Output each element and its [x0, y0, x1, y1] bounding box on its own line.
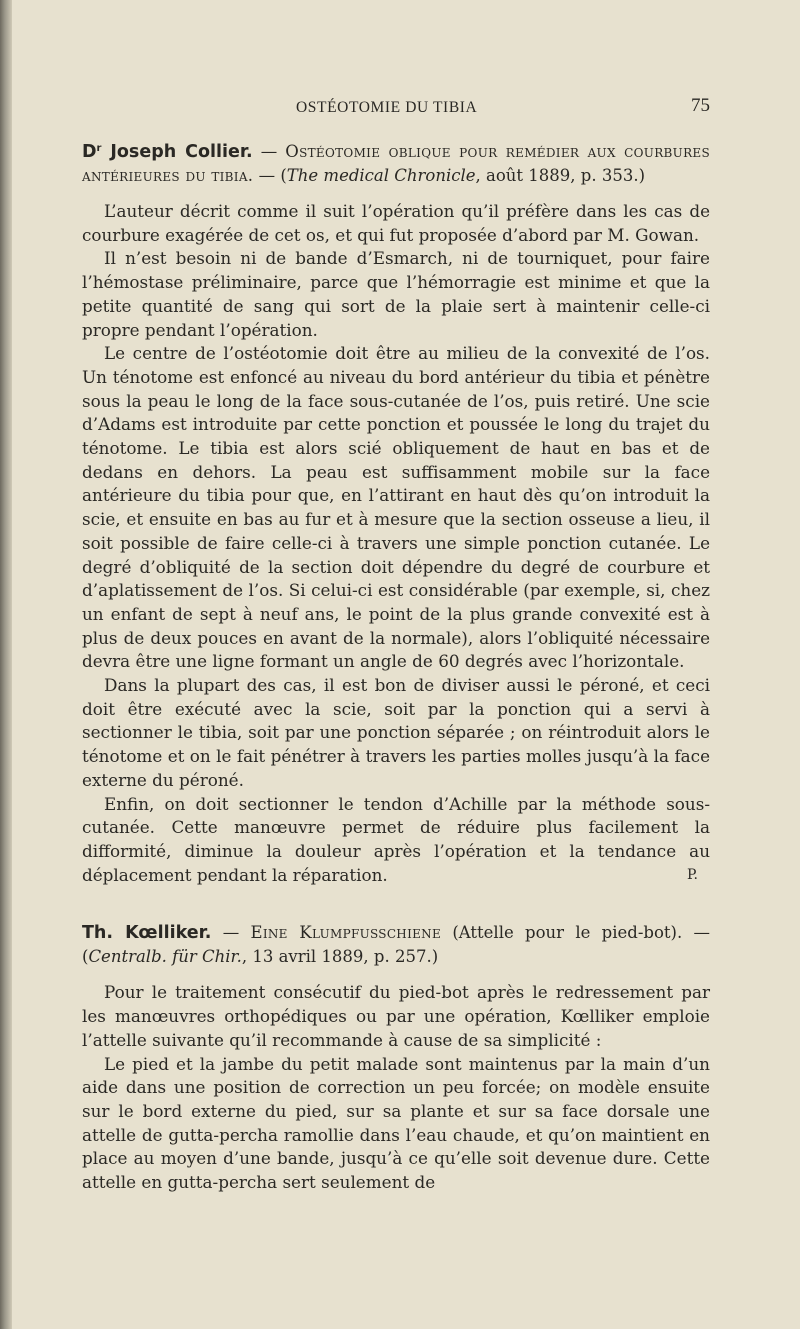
text-block — [82, 95, 710, 1195]
paragraph: L’auteur décrit comme il suit l’opération qu’il préfère dans les cas de courbure exagérée de cet os, et qui fut proposée d’abord par M. Gowan. — [82, 201, 710, 245]
binding-gutter — [0, 0, 12, 1329]
author-name: Th. Kœlliker. — [82, 923, 212, 944]
signature: P. — [686, 866, 698, 883]
paragraph: Enfin, on doit sectionner le tendon d’Achille par la méthode sous-cutanée. Cette manœuvre permet de réduire plus facilement la difformité, diminue la douleur après l’opération et la tendance au déplacement pendant la réparation. P. — [82, 793, 710, 888]
article-title: Eine Klumpfusschiene — [250, 923, 442, 943]
running-head-title: OSTÉOTOMIE DU TIBIA — [296, 99, 478, 116]
author-name: $D^r$ Joseph Collier. — [82, 142, 253, 162]
page-number: 75 — [691, 95, 710, 116]
article-title: Ostéotomie oblique pour remédier aux courbures antérieures du tibia. — [82, 142, 710, 185]
article-heading-koelliker: Th. Kœlliker. — Eine Klumpfusschiene (Attelle pour le pied-bot). — (Centralb. für Chir., 13 avril 1889, p. 257.) — [82, 923, 710, 967]
paragraph: Dans la plupart des cas, il est bon de diviser aussi le péroné, et ceci doit être exécuté avec la scie, soit par la ponction qui a servi à sectionner le tibia, soit par une ponction séparée ; on réintroduit alors le ténotome et on le fait pénétrer à travers les parties molles jusqu’à la face externe du péroné. — [82, 675, 710, 790]
running-head — [82, 95, 710, 125]
paragraph: Le centre de l’ostéotomie doit être au milieu de la convexité de l’os. Un ténotome est enfoncé au niveau du bord antérieur du tibia et pénètre sous la peau le long de la face sous-cutanée de l’os, puis retiré. Une scie d’Adams est introduite par cette ponction et poussée le long du trajet du ténotome. Le tibia est alors scié obliquement de haut en bas et de dedans en dehors. La peau est suffisamment mobile sur la face antérieure du tibia pour que, en l’attirant en haut dès qu’on introduit la scie, et ensuite en bas au fur et à mesure que la section osseuse a lieu, il soit possible de faire celle-ci à travers une simple ponction cutanée. Le degré d’obliquité de la section doit dépendre du degré de courbure et d’aplatissement de l’os. Si celui-ci est considérable (par exemple, si, chez un enfant de sept à neuf ans, le point de la plus grande convexité est à plus de deux pouces en avant de la normale), alors l’obliquité nécessaire devra être une ligne formant un angle de 60 degrés avec l’horizontale. — [82, 343, 710, 672]
source-journal: Centralb. für Chir. — [88, 947, 242, 967]
paragraph: Le pied et la jambe du petit malade sont maintenus par la main d’un aide dans une position de correction un peu forcée; on modèle ensuite sur le bord externe du pied, sur sa plante et sur sa face dorsale une attelle de gutta-percha ramollie dans l’eau chaude, et qu’on maintient en place au moyen d’une bande, jusqu’à ce qu’elle soit devenue dure. Cette attelle en gutta-percha sert seulement de — [82, 1053, 710, 1193]
source-journal: The medical Chronicle — [286, 166, 476, 185]
article-heading-collier: $D^r$ Joseph Collier. — Ostéotomie oblique pour remédier aux courbures antérieures du tibia. — (The medical Chronicle, août 1889, p. 353.) — [82, 142, 710, 185]
paragraph: Il n’est besoin ni de bande d’Esmarch, ni de tourniquet, pour faire l’hémostase préliminaire, parce que l’hémorragie est minime et que la petite quantité de sang qui sort de la plaie sert à maintenir celle-ci propre pendant l’opération. — [82, 248, 710, 340]
paragraph: Pour le traitement consécutif du pied-bot après le redressement par les manœuvres orthopédiques ou par une opération, Kœlliker emploie l’attelle suivante qu’il recommande à cause de sa simplicité : — [82, 982, 710, 1050]
